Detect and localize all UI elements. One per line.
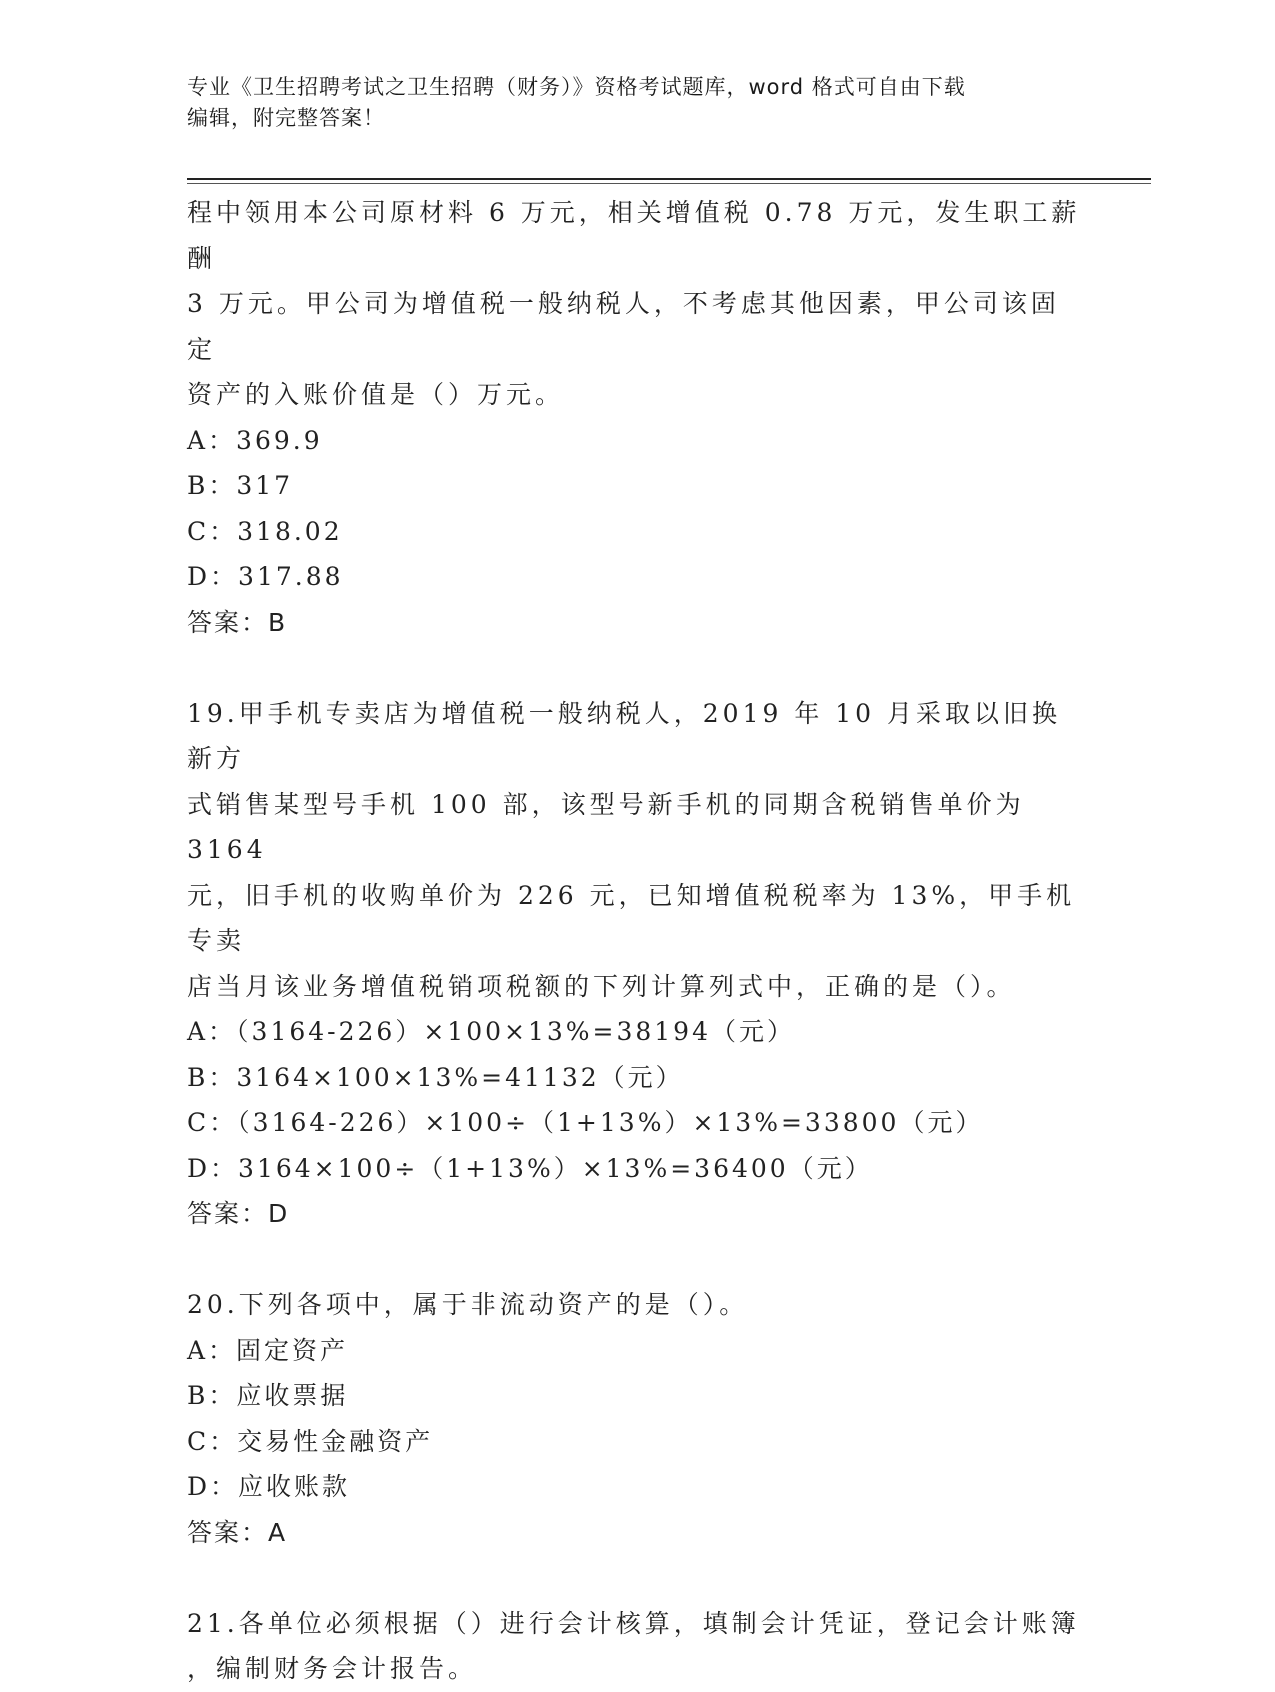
question-stem-line: ，编制财务会计报告。 [187, 1654, 478, 1683]
header-line-1: 专业《卫生招聘考试之卫生招聘（财务）》资格考试题库，word 格式可自由下载 [187, 75, 966, 99]
question-21 [187, 1601, 1087, 1692]
option-c: C：交易性金融资产 [187, 1426, 434, 1456]
question-19 [187, 691, 1087, 1237]
question-stem-line: 程中领用本公司原材料 6 万元，相关增值税 0.78 万元，发生职工薪酬 [187, 198, 1081, 273]
question-stem-line: 店当月该业务增值税销项税额的下列计算列式中，正确的是（）。 [187, 971, 1016, 1001]
option-c: C：（3164-226）×100÷（1+13%）×13%=33800（元） [187, 1108, 984, 1137]
question-stem-line: 式销售某型号手机 100 部，该型号新手机的同期含税销售单价为 3164 [187, 789, 1025, 864]
header-divider [187, 178, 1151, 180]
question-18 [187, 190, 1087, 645]
question-stem-line: 3 万元。甲公司为增值税一般纳税人，不考虑其他因素，甲公司该固定 [187, 289, 1060, 364]
answer: 答案：A [187, 1517, 288, 1547]
answer: 答案：B [187, 607, 288, 637]
option-d: D：317.88 [187, 562, 344, 591]
page-header [187, 72, 1087, 134]
question-stem-line: 元，旧手机的收购单价为 226 元，已知增值税税率为 13%，甲手机专卖 [187, 880, 1076, 955]
option-a: A：369.9 [187, 425, 323, 455]
option-d: D：应收账款 [187, 1472, 351, 1501]
option-b: B：应收票据 [187, 1381, 349, 1410]
document-body [187, 190, 1087, 1692]
header-line-2: 编辑，附完整答案！ [187, 106, 385, 130]
question-stem-line: 资产的入账价值是（）万元。 [187, 380, 565, 409]
option-d: D：3164×100÷（1+13%）×13%=36400（元） [187, 1153, 873, 1183]
question-stem-line: 20.下列各项中，属于非流动资产的是（）。 [187, 1290, 749, 1319]
question-20 [187, 1282, 1087, 1555]
spacer [187, 645, 1087, 691]
option-c: C：318.02 [187, 516, 343, 546]
spacer [187, 1555, 1087, 1601]
option-a: A：固定资产 [187, 1335, 349, 1365]
question-stem-line: 19.甲手机专卖店为增值税一般纳税人，2019 年 10 月采取以旧换新方 [187, 698, 1062, 773]
option-b: B：3164×100×13%=41132（元） [187, 1062, 684, 1092]
option-a: A：（3164-226）×100×13%=38194（元） [187, 1017, 795, 1046]
header-divider-thin [187, 183, 1151, 184]
spacer [187, 1237, 1087, 1283]
answer: 答案：D [187, 1199, 290, 1228]
question-stem-line: 21.各单位必须根据（）进行会计核算，填制会计凭证，登记会计账簿 [187, 1608, 1080, 1638]
option-b: B：317 [187, 471, 294, 500]
